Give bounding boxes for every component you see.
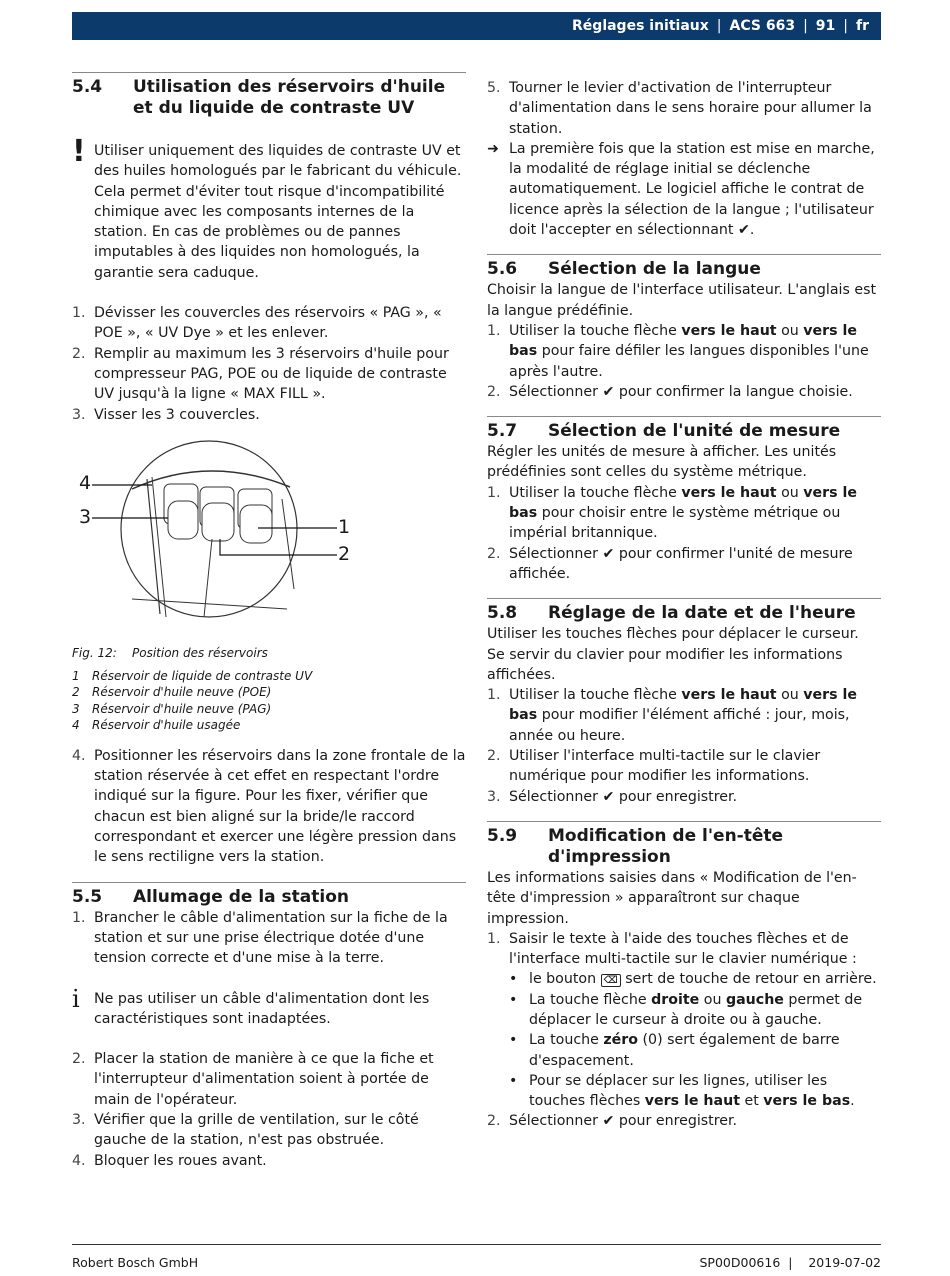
legend-item: 2 Réservoir d'huile neuve (POE) [72,685,272,700]
check-icon: ✔ [602,545,615,562]
legend-item: 4 Réservoir d'huile usagée [72,718,241,733]
right-column: 5. Tourner le levier d'activation de l'interrupteur d'alimentation dans le sens horaire pour allumer la station. ➜ La première fois que la station est mise en marche, la modalité de réglage initial se déclenche automatiquement. Le logiciel affiche le contrat de licence après la sélection de la langue ; l'utilisateur doit l'accepter en sélectionnant ✔. 5.6 Sélection de la langue Choisir la langue de l'interface utilisateur. L'anglais est la langue prédéfinie. 1. Utiliser la touche flèche vers le haut ou vers le bas pour faire défiler les langues disponibles l'une après l'autre. 2. Sélectionner ✔ pour confirmer la langue choisie. 5.7 Sélection de l'unité de mesure Régler les unités de mesure à afficher. Les unités prédéfinies sont celles du système métrique. 1. Utiliser la touche flèche vers le haut ou vers le bas pour choisir entre le système métrique ou impérial britannique. 2. Sélectionner ✔ pour confirmer l'unité de mesure affichée. 5.8 Réglage de la date et de l'heure Utiliser les touches flèches pour déplacer le curseur. Se servir du clavier pour modifier les informations affichées. 1. Utiliser la touche flèche vers le haut ou vers le bas pour modifier l'élément affiché : jour, mois, année ou heure. 2. Utiliser l'interface multi-tactile sur le clavier numérique pour modifier les informations. 3. Sélectionner ✔ pour enregistrer. 5.9 Modification de l'en-tête d'impression Les informations saisies dans « Modification de l'en-tête d'impression » apparaîtront sur chaque impression. 1. Saisir le texte à l'aide des touches flèches et de l'interface multi-tactile sur le clavier numérique : • le bouton ⌫ sert de touche de retour en arrière. • La touche flèche droite ou gauche permet de déplacer le curseur à droite ou à gauche. • La touche zéro (0) sert également de barre d'espacement. • Pour se déplacer sur les lignes, utiliser les touches flèches vers le haut et vers le bas. 2. Sélectionner ✔ pour enregistrer. [487,78,881,1132]
list-item: • Pour se déplacer sur les lignes, utiliser les touches flèches vers le haut et vers le bas. [509,1072,855,1110]
figure-legend [72,668,466,734]
list-item: 2. Sélectionner ✔ pour confirmer la langue choisie. [487,383,853,400]
figure-reservoirs [72,439,466,639]
reservoirs-illustration [72,439,372,639]
section-5-9-title: 5.9 Modification de l'en-tête d'impression [487,821,881,868]
section-5-5-step5 [487,78,881,139]
callout-3: 3 [79,505,92,528]
check-icon: ✔ [737,222,750,239]
header-product: ACS 663 [729,17,796,34]
list-item: 1. Dévisser les couvercles des réservoirs « PAG », « POE », « UV Dye » et les enlever. [72,305,442,342]
warning-note: ! Utiliser uniquement des liquides de contraste UV et des huiles homologués par le fabricant du véhicule. Cela permet d'éviter tout risque d'incompatibilité chimique avec les composants internes de la station. En cas de problèmes ou de pannes imputables à des liquides non homologués, la garantie sera caduque. [72,141,466,283]
info-note: i Ne pas utiliser un câble d'alimentation dont les caractéristiques sont inadaptées. [72,989,466,1030]
list-item: 1. Saisir le texte à l'aide des touches flèches et de l'interface multi-tactile sur le clavier numérique : • le bouton ⌫ sert de touche de retour en arrière. • La touche flèche droite ou gauche permet de déplacer le curseur à droite ou à gauche. • La touche zéro (0) sert également de barre d'espacement. • Pour se déplacer sur les lignes, utiliser les touches flèches vers le haut et vers le bas. [487,929,881,1112]
list-item: • La touche flèche droite ou gauche permet de déplacer le curseur à droite ou à gauche. [509,991,863,1028]
legend-item: 3 Réservoir d'huile neuve (PAG) [72,701,272,716]
section-5-7-title: 5.7 Sélection de l'unité de mesure [487,416,881,442]
check-icon: ✔ [602,1113,615,1130]
list-item: 2. Sélectionner ✔ pour confirmer l'unité de mesure affichée. [487,545,853,582]
list-item: 3. Sélectionner ✔ pour enregistrer. [487,788,738,805]
backspace-icon: ⌫ [601,974,621,987]
list-item: 1. Brancher le câble d'alimentation sur la fiche de la station et sur une prise électrique dotée d'une tension correcte et d'une mise à la terre. [72,909,448,967]
header-section: Réglages initiaux [572,17,709,34]
section-5-6-title: 5.6 Sélection de la langue [487,254,881,280]
header-lang: fr [856,17,869,34]
list-item: • La touche zéro (0) sert également de barre d'espacement. [509,1032,840,1069]
section-5-5-steps [72,1049,466,1171]
bullet-list [509,969,881,1111]
section-5-5-title: 5.5 Allumage de la station [72,882,466,908]
footer-doc-info: SP00D00616 | 2019-07-02 [699,1255,881,1270]
list-item: 2. Placer la station de manière à ce que la fiche et l'interrupteur d'alimentation soient à portée de main de l'opérateur. [72,1051,434,1108]
info-icon: i [72,984,80,1013]
section-5-5-step1 [72,908,466,969]
warning-icon: ! [72,134,86,169]
list-item: 3. Visser les 3 couvercles. [72,406,260,423]
section-5-6-steps [487,321,881,402]
section-5-8-steps [487,685,881,807]
section-5-4-steps [72,303,466,425]
list-item: 4. Bloquer les roues avant. [72,1152,267,1169]
list-item: 1. Utiliser la touche flèche vers le haut ou vers le bas pour modifier l'élément affiché : jour, mois, année ou heure. [487,687,858,744]
section-5-4-title: 5.4 Utilisation des réservoirs d'huile et du liquide de contraste UV [72,72,466,119]
arrow-right-icon: ➜ [487,140,499,157]
header-page: 91 [815,17,836,34]
list-item: 5. Tourner le levier d'activation de l'interrupteur d'alimentation dans le sens horaire pour allumer la station. [487,80,872,137]
footer-company: Robert Bosch GmbH [72,1255,199,1270]
list-item: 2. Utiliser l'interface multi-tactile sur le clavier numérique pour modifier les informations. [487,748,821,785]
figure-caption: Fig. 12: Position des réservoirs [72,645,268,660]
list-item: 1. Utiliser la touche flèche vers le haut ou vers le bas pour choisir entre le système métrique ou impérial britannique. [487,484,858,542]
legend-item: 1 Réservoir de liquide de contraste UV [72,668,313,683]
result-note: ➜ La première fois que la station est mise en marche, la modalité de réglage initial se déclenche automatiquement. Le logiciel affiche le contrat de licence après la sélection de la langue ; l'utilisateur doit l'accepter en sélectionnant ✔. [487,139,881,240]
callout-2: 2 [338,542,351,565]
list-item: • le bouton ⌫ sert de touche de retour en arrière. [509,971,877,988]
callout-1: 1 [338,515,351,538]
check-icon: ✔ [602,788,615,805]
page-header: Réglages initiaux | ACS 663 | 91 | fr [72,12,881,40]
left-column [72,72,466,1171]
callout-4: 4 [79,471,92,494]
list-item: 3. Vérifier que la grille de ventilation, sur le côté gauche de la station, n'est pas obstruée. [72,1112,419,1149]
list-item: 4. Positionner les réservoirs dans la zone frontale de la station réservée à cet effet en respectant l'ordre indiqué sur la figure. Pour les fixer, vérifier que chacun est bien aligné sur la bride/le raccord correspondant et exercer une légère pression dans le sens rectiligne vers la station. [72,747,466,866]
section-5-9-steps [487,929,881,1132]
section-5-4-step4 [72,746,466,868]
check-icon: ✔ [602,383,615,400]
list-item: 1. Utiliser la touche flèche vers le haut ou vers le bas pour faire défiler les langues disponibles l'une après l'autre. [487,322,869,380]
page-footer [72,1244,881,1273]
section-5-7-steps [487,483,881,584]
list-item: 2. Remplir au maximum les 3 réservoirs d'huile pour compresseur PAG, POE ou de liquide de contraste UV jusqu'à la ligne « MAX FILL ». [72,345,449,403]
section-5-8-title: 5.8 Réglage de la date et de l'heure [487,598,881,624]
list-item: 2. Sélectionner ✔ pour enregistrer. [487,1113,738,1130]
